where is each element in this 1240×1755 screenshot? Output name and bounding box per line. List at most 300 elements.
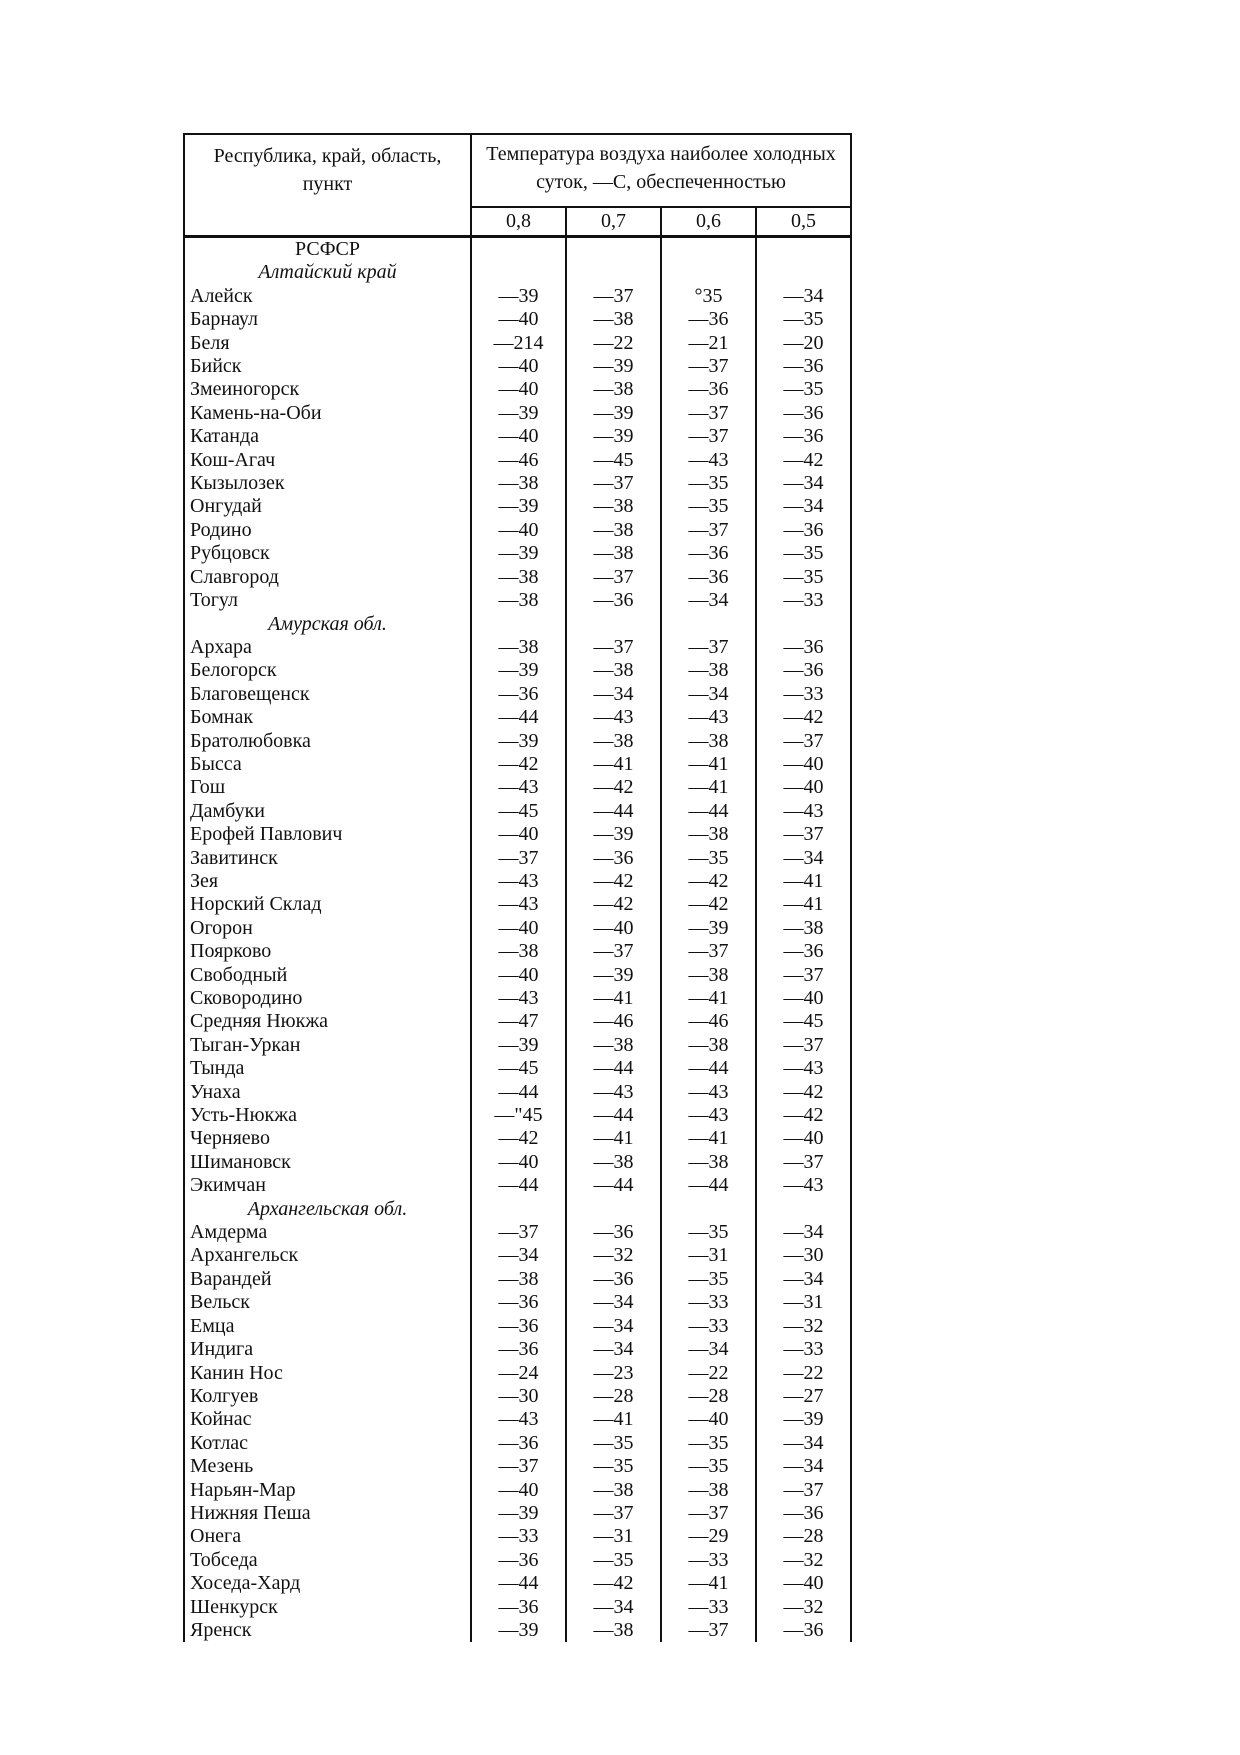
table-row: [184, 355, 851, 378]
value-cell: —44: [471, 1081, 566, 1104]
value-cell: —24: [471, 1362, 566, 1385]
value-cell: —40: [756, 1127, 851, 1150]
city-name: Нарьян-Мар: [190, 1478, 296, 1501]
value-cell: [566, 261, 661, 284]
value-cell: —28: [566, 1385, 661, 1408]
table-row: [184, 402, 851, 425]
value-cell: —43: [756, 1174, 851, 1197]
value-cell: —42: [566, 1572, 661, 1595]
table-row: [184, 519, 851, 542]
header-row-main: [184, 134, 851, 207]
city-name: Архара: [190, 635, 252, 658]
value-cell: —34: [566, 1315, 661, 1338]
value-cell: —37: [756, 730, 851, 753]
value-cell: —35: [661, 847, 756, 870]
table-row: [184, 425, 851, 448]
city-name: Черняево: [190, 1127, 270, 1150]
value-cell: —33: [756, 683, 851, 706]
value-cell: —22: [756, 1362, 851, 1385]
value-cell: —29: [661, 1525, 756, 1548]
value-cell: —44: [471, 706, 566, 729]
value-cell: —43: [661, 1104, 756, 1127]
value-cell: —43: [661, 706, 756, 729]
value-cell: —35: [661, 472, 756, 495]
value-cell: —35: [566, 1455, 661, 1478]
value-cell: —39: [471, 1619, 566, 1642]
value-cell: —38: [566, 378, 661, 401]
table-row: [184, 1596, 851, 1619]
value-cell: —42: [566, 893, 661, 916]
value-cell: —35: [661, 1268, 756, 1291]
value-cell: —36: [471, 1549, 566, 1572]
value-cell: —38: [566, 519, 661, 542]
value-cell: —40: [471, 308, 566, 331]
value-cell: —42: [756, 706, 851, 729]
table-row: [184, 1221, 851, 1244]
value-cell: —37: [661, 355, 756, 378]
city-name: Емца: [190, 1314, 235, 1337]
table-row: [184, 1502, 851, 1525]
value-cell: —38: [566, 730, 661, 753]
table-row: [184, 378, 851, 401]
value-cell: —42: [471, 1127, 566, 1150]
value-cell: —35: [756, 378, 851, 401]
value-cell: —35: [566, 1549, 661, 1572]
table-row: [184, 1408, 851, 1431]
header-temp-line2: суток, —С, обеспеченностью: [536, 171, 786, 193]
value-cell: —38: [566, 1151, 661, 1174]
value-cell: —41: [661, 753, 756, 776]
value-cell: —45: [471, 800, 566, 823]
value-cell: —40: [471, 425, 566, 448]
value-cell: —35: [756, 542, 851, 565]
value-cell: —43: [471, 893, 566, 916]
city-name: Котлас: [190, 1431, 249, 1454]
value-cell: —34: [756, 472, 851, 495]
table-row: [184, 1081, 851, 1104]
value-cell: —37: [756, 964, 851, 987]
value-cell: [756, 613, 851, 636]
value-cell: —36: [661, 542, 756, 565]
city-name: Бысса: [190, 752, 242, 775]
city-name: Вельск: [190, 1291, 250, 1314]
city-name: Бомнак: [190, 706, 254, 729]
value-cell: —44: [471, 1572, 566, 1595]
value-cell: —42: [756, 1081, 851, 1104]
value-cell: —40: [471, 1479, 566, 1502]
table-row: [184, 542, 851, 565]
section-row: [184, 261, 851, 284]
value-cell: —42: [566, 776, 661, 799]
value-cell: —36: [756, 636, 851, 659]
value-cell: —37: [566, 636, 661, 659]
value-cell: —36: [471, 1291, 566, 1314]
table-row: [184, 308, 851, 331]
value-cell: —39: [471, 495, 566, 518]
city-name: Алейск: [190, 284, 253, 307]
value-cell: —42: [566, 870, 661, 893]
value-cell: —37: [661, 402, 756, 425]
table-row: [184, 800, 851, 823]
value-cell: —36: [756, 940, 851, 963]
value-cell: —38: [661, 1034, 756, 1057]
city-name: Бийск: [190, 355, 242, 378]
value-cell: —43: [756, 1057, 851, 1080]
value-cell: —46: [471, 449, 566, 472]
value-cell: —38: [566, 1034, 661, 1057]
city-name: Катанда: [190, 425, 260, 448]
table-row: [184, 449, 851, 472]
value-cell: —30: [756, 1244, 851, 1267]
table-row: [184, 753, 851, 776]
city-name: Тобседа: [190, 1548, 258, 1571]
probability-header-3: 0,5: [756, 207, 851, 237]
value-cell: —31: [756, 1291, 851, 1314]
city-name: Кош-Агач: [190, 448, 276, 471]
table-row: [184, 472, 851, 495]
value-cell: —40: [471, 917, 566, 940]
city-name: Змеиногорск: [190, 378, 300, 401]
value-cell: —36: [756, 1619, 851, 1642]
city-name: Онега: [190, 1525, 242, 1548]
value-cell: —36: [471, 1315, 566, 1338]
section-name: Амурская обл.: [268, 612, 387, 635]
value-cell: —27: [756, 1385, 851, 1408]
value-cell: —36: [471, 683, 566, 706]
value-cell: [566, 613, 661, 636]
value-cell: —32: [756, 1596, 851, 1619]
value-cell: —43: [566, 706, 661, 729]
city-name: Рубцовск: [190, 542, 270, 565]
probability-header-2: 0,6: [661, 207, 756, 237]
value-cell: [471, 261, 566, 284]
value-cell: —38: [661, 659, 756, 682]
table-row: [184, 589, 851, 612]
value-cell: —37: [661, 1619, 756, 1642]
value-cell: —22: [661, 1362, 756, 1385]
value-cell: —39: [471, 730, 566, 753]
value-cell: —44: [566, 1057, 661, 1080]
value-cell: —38: [471, 589, 566, 612]
value-cell: —46: [566, 1010, 661, 1033]
value-cell: —34: [566, 683, 661, 706]
value-cell: —37: [471, 1221, 566, 1244]
city-name: Братолюбовка: [190, 729, 311, 752]
value-cell: [661, 237, 756, 262]
value-cell: —37: [566, 472, 661, 495]
table-row: [184, 566, 851, 589]
value-cell: —39: [566, 402, 661, 425]
city-name: Поярково: [190, 940, 272, 963]
table-row: [184, 917, 851, 940]
value-cell: [661, 261, 756, 284]
city-name: Ерофей Павлович: [190, 823, 343, 846]
value-cell: —35: [661, 1221, 756, 1244]
city-name: Амдерма: [190, 1221, 268, 1244]
section-name: Алтайский край: [258, 261, 397, 284]
table-row: [184, 964, 851, 987]
value-cell: —43: [471, 870, 566, 893]
value-cell: —37: [661, 636, 756, 659]
value-cell: —40: [471, 378, 566, 401]
value-cell: —38: [566, 1619, 661, 1642]
value-cell: —34: [756, 285, 851, 308]
value-cell: —42: [756, 449, 851, 472]
value-cell: °35: [661, 285, 756, 308]
table-row: [184, 285, 851, 308]
city-name: Онгудай: [190, 495, 262, 518]
table-row: [184, 1572, 851, 1595]
value-cell: [566, 237, 661, 262]
section-row: [184, 1198, 851, 1221]
city-name: Кызылозек: [190, 472, 285, 495]
city-name: Шимановск: [190, 1150, 291, 1173]
table-row: [184, 730, 851, 753]
value-cell: —39: [661, 917, 756, 940]
value-cell: —36: [661, 566, 756, 589]
value-cell: —35: [661, 495, 756, 518]
table-row: [184, 1432, 851, 1455]
value-cell: —38: [471, 566, 566, 589]
table-row: [184, 1268, 851, 1291]
value-cell: —41: [661, 987, 756, 1010]
table-row: [184, 1315, 851, 1338]
value-cell: —41: [566, 987, 661, 1010]
value-cell: —40: [756, 987, 851, 1010]
value-cell: —36: [566, 1268, 661, 1291]
value-cell: —34: [661, 683, 756, 706]
city-name: Средняя Нюкжа: [190, 1010, 329, 1033]
table-row: [184, 1525, 851, 1548]
value-cell: —21: [661, 332, 756, 355]
value-cell: —39: [471, 542, 566, 565]
value-cell: —38: [566, 659, 661, 682]
value-cell: —37: [756, 1151, 851, 1174]
table-row: [184, 1455, 851, 1478]
city-name: Унаха: [190, 1080, 241, 1103]
table-row: [184, 1244, 851, 1267]
value-cell: [471, 1198, 566, 1221]
table-row: [184, 1291, 851, 1314]
value-cell: —37: [661, 519, 756, 542]
value-cell: —44: [566, 1174, 661, 1197]
value-cell: —43: [471, 776, 566, 799]
value-cell: —32: [566, 1244, 661, 1267]
value-cell: —36: [756, 402, 851, 425]
table-row: [184, 332, 851, 355]
coldest-days-temperature-table: [183, 133, 852, 1642]
city-name: Яренск: [190, 1618, 252, 1641]
city-name: Беля: [190, 331, 230, 354]
value-cell: —39: [471, 659, 566, 682]
city-name: Экимчан: [190, 1174, 266, 1197]
value-cell: —37: [756, 1479, 851, 1502]
city-name: Усть-Нюкжа: [190, 1104, 297, 1127]
table-row: [184, 659, 851, 682]
table-row: [184, 1619, 851, 1642]
value-cell: —43: [471, 987, 566, 1010]
value-cell: —34: [566, 1596, 661, 1619]
city-name: Тыган-Уркан: [190, 1033, 301, 1056]
value-cell: —35: [566, 1432, 661, 1455]
city-name: Шенкурск: [190, 1595, 278, 1618]
table-row: [184, 1385, 851, 1408]
value-cell: [756, 237, 851, 262]
value-cell: —39: [566, 355, 661, 378]
value-cell: —32: [756, 1315, 851, 1338]
value-cell: —44: [661, 800, 756, 823]
value-cell: —34: [756, 1432, 851, 1455]
value-cell: —40: [471, 823, 566, 846]
value-cell: —41: [661, 776, 756, 799]
value-cell: —44: [566, 1104, 661, 1127]
table-row: [184, 1362, 851, 1385]
value-cell: —40: [471, 964, 566, 987]
city-name: Славгород: [190, 565, 279, 588]
value-cell: —41: [566, 753, 661, 776]
value-cell: —43: [661, 449, 756, 472]
value-cell: —40: [471, 519, 566, 542]
table-row: [184, 706, 851, 729]
value-cell: —41: [566, 1127, 661, 1150]
value-cell: —40: [756, 753, 851, 776]
city-name: Варандей: [190, 1267, 272, 1290]
section-name: Архангельская обл.: [247, 1197, 408, 1220]
value-cell: —38: [661, 1479, 756, 1502]
value-cell: —42: [661, 893, 756, 916]
table-row: [184, 1010, 851, 1033]
city-name: Индига: [190, 1338, 254, 1361]
value-cell: —39: [756, 1408, 851, 1431]
city-name: Тында: [190, 1057, 245, 1080]
value-cell: —37: [471, 1455, 566, 1478]
value-cell: —38: [661, 730, 756, 753]
value-cell: —40: [756, 776, 851, 799]
value-cell: —36: [471, 1596, 566, 1619]
value-cell: —35: [661, 1455, 756, 1478]
value-cell: —44: [661, 1174, 756, 1197]
value-cell: —39: [471, 1502, 566, 1525]
value-cell: —37: [471, 847, 566, 870]
table-row: [184, 636, 851, 659]
value-cell: —45: [471, 1057, 566, 1080]
value-cell: —40: [471, 1151, 566, 1174]
city-name: Тогул: [190, 589, 239, 612]
value-cell: —36: [756, 659, 851, 682]
value-cell: —34: [756, 495, 851, 518]
value-cell: —36: [661, 378, 756, 401]
city-name: Огорон: [190, 916, 253, 939]
value-cell: —38: [471, 940, 566, 963]
value-cell: —37: [566, 940, 661, 963]
header-temp-line1: Температура воздуха наиболее холодных: [486, 143, 836, 165]
value-cell: —39: [566, 425, 661, 448]
value-cell: —38: [471, 472, 566, 495]
value-cell: —33: [661, 1549, 756, 1572]
city-name: Белогорск: [190, 659, 277, 682]
value-cell: —23: [566, 1362, 661, 1385]
value-cell: —37: [661, 1502, 756, 1525]
probability-header-1: 0,7: [566, 207, 661, 237]
value-cell: —34: [756, 1221, 851, 1244]
value-cell: —42: [471, 753, 566, 776]
city-name: Норский Склад: [190, 893, 322, 916]
value-cell: —37: [566, 285, 661, 308]
value-cell: —37: [566, 1502, 661, 1525]
city-name: Архангельск: [190, 1244, 299, 1267]
value-cell: [471, 613, 566, 636]
value-cell: —31: [566, 1525, 661, 1548]
value-cell: —34: [471, 1244, 566, 1267]
value-cell: —33: [661, 1596, 756, 1619]
value-cell: —37: [661, 425, 756, 448]
value-cell: —39: [566, 823, 661, 846]
value-cell: —39: [471, 402, 566, 425]
table-row: [184, 987, 851, 1010]
value-cell: —41: [756, 870, 851, 893]
value-cell: —34: [756, 1268, 851, 1291]
value-cell: —38: [471, 636, 566, 659]
value-cell: —43: [566, 1081, 661, 1104]
value-cell: —36: [471, 1432, 566, 1455]
city-name: Зея: [190, 869, 219, 892]
value-cell: —33: [661, 1315, 756, 1338]
value-cell: —42: [756, 1104, 851, 1127]
table-row: [184, 1549, 851, 1572]
city-name: Камень-на-Оби: [190, 401, 322, 424]
value-cell: —43: [661, 1081, 756, 1104]
value-cell: —36: [566, 847, 661, 870]
value-cell: —44: [661, 1057, 756, 1080]
value-cell: —41: [566, 1408, 661, 1431]
value-cell: —38: [661, 823, 756, 846]
section-row: [184, 613, 851, 636]
city-name: Нижняя Пеша: [190, 1501, 311, 1524]
value-cell: —41: [756, 893, 851, 916]
city-name: Барнаул: [190, 308, 259, 331]
table-row: [184, 940, 851, 963]
city-name: Завитинск: [190, 846, 278, 869]
table-row: [184, 1127, 851, 1150]
value-cell: —33: [756, 589, 851, 612]
value-cell: —33: [471, 1525, 566, 1548]
city-name: Дамбуки: [190, 799, 266, 822]
value-cell: —38: [566, 308, 661, 331]
value-cell: —40: [471, 355, 566, 378]
value-cell: —33: [661, 1291, 756, 1314]
value-cell: —45: [756, 1010, 851, 1033]
city-name: Свободный: [190, 963, 288, 986]
value-cell: —42: [661, 870, 756, 893]
city-name: Родино: [190, 518, 252, 541]
value-cell: —34: [566, 1291, 661, 1314]
table-row: [184, 683, 851, 706]
value-cell: —36: [756, 519, 851, 542]
value-cell: [661, 1198, 756, 1221]
table-row: [184, 870, 851, 893]
city-name: Хоседа-Хард: [190, 1572, 301, 1595]
value-cell: —38: [566, 495, 661, 518]
value-cell: —38: [756, 917, 851, 940]
value-cell: —38: [471, 1268, 566, 1291]
header-region-line1: Республика, край, область,: [213, 145, 442, 167]
value-cell: [661, 613, 756, 636]
value-cell: —46: [661, 1010, 756, 1033]
value-cell: —37: [756, 823, 851, 846]
value-cell: —40: [661, 1408, 756, 1431]
value-cell: —31: [661, 1244, 756, 1267]
value-cell: —37: [661, 940, 756, 963]
